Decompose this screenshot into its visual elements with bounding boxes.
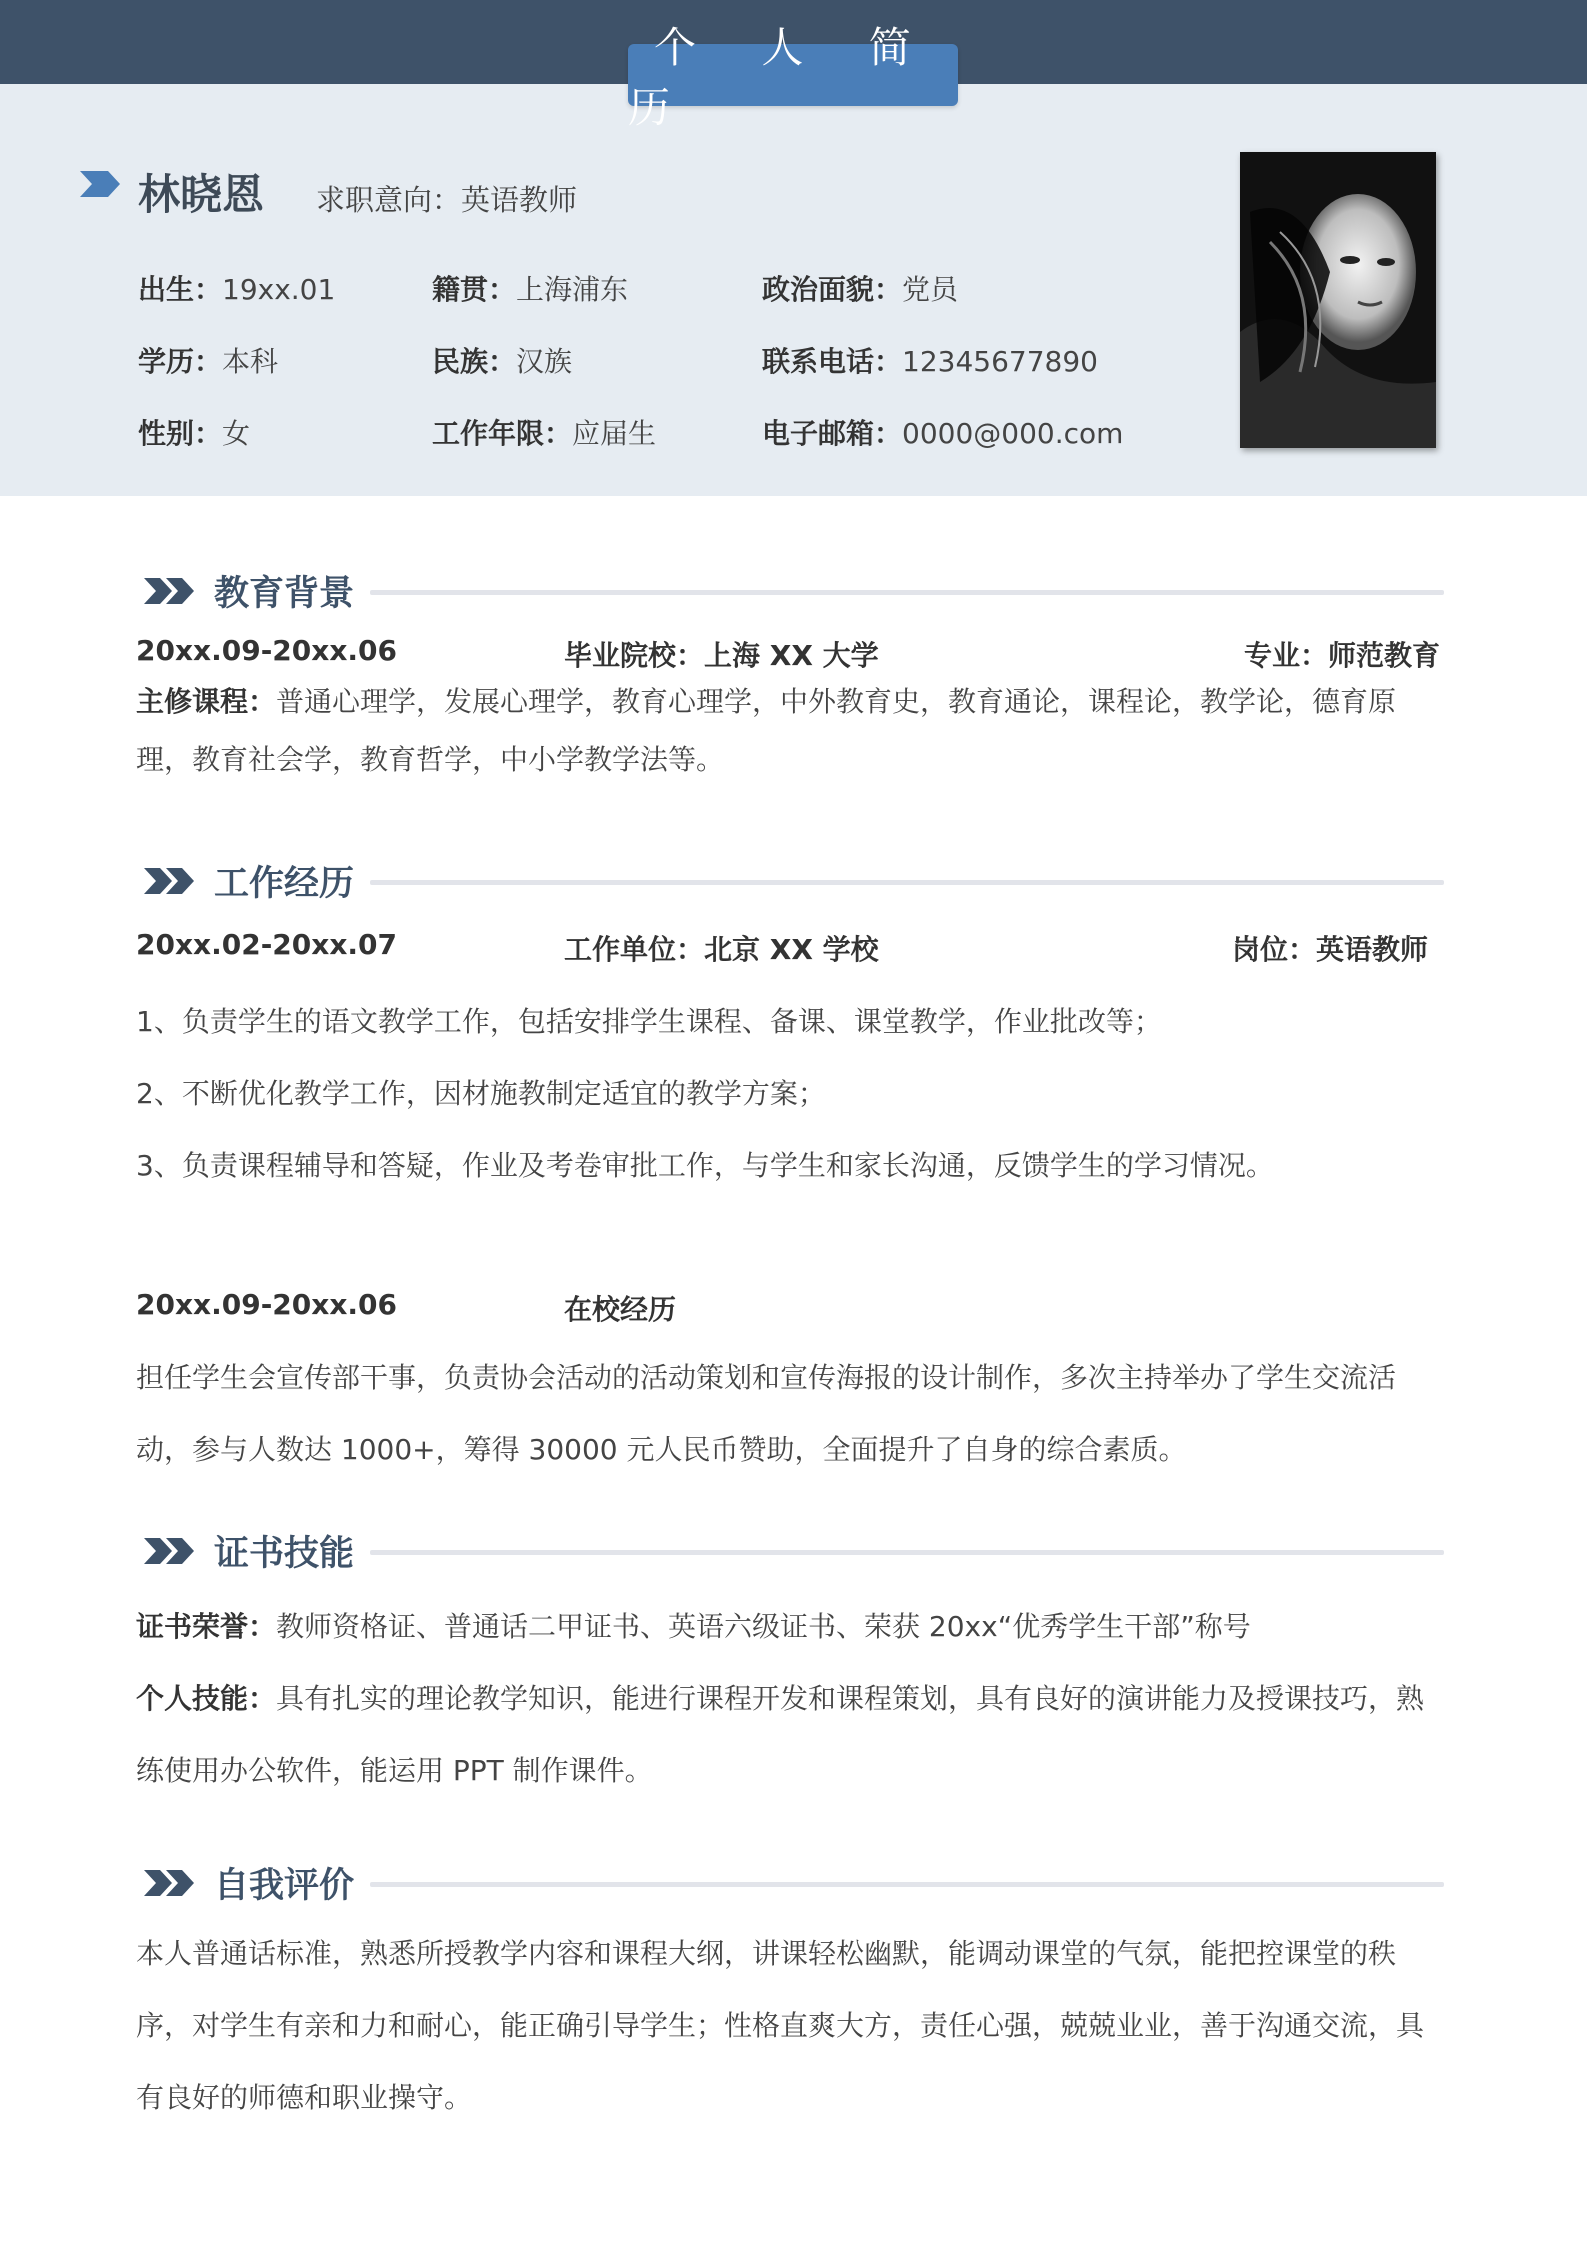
campus-description: 担任学生会宣传部干事，负责协会活动的活动策划和宣传海报的设计制作，多次主持举办了学生交流活动，参与人数达 1000+，筹得 30000 元人民币赞助，全面提升了自身的综合素质。 xyxy=(136,1361,1397,1466)
info-birth: 出生：19xx.01 xyxy=(138,273,336,306)
education-major: 专业：师范教育 xyxy=(1244,639,1441,672)
section-divider xyxy=(370,590,1444,595)
section-title: 自我评价 xyxy=(214,1866,355,1906)
profile-photo xyxy=(1240,152,1436,448)
info-political: 政治面貌：党员 xyxy=(762,273,959,306)
candidate-name: 林晓恩 xyxy=(138,170,265,219)
work-unit: 工作单位：北京 XX 学校 xyxy=(564,933,879,966)
education-period: 20xx.09-20xx.06 xyxy=(136,634,397,667)
double-chevron-icon xyxy=(144,868,196,894)
section-divider xyxy=(370,1550,1444,1555)
double-chevron-icon xyxy=(144,1870,196,1896)
section-divider xyxy=(370,880,1444,885)
section-work xyxy=(144,856,1444,906)
chevron-icon xyxy=(80,171,120,197)
work-duty: 2、不断优化教学工作，因材施教制定适宜的教学方案； xyxy=(136,1077,826,1110)
double-chevron-icon xyxy=(144,1538,196,1564)
info-education: 学历：本科 xyxy=(138,345,279,378)
section-skills xyxy=(144,1526,1444,1576)
info-work-years: 工作年限：应届生 xyxy=(432,417,657,450)
info-gender: 性别：女 xyxy=(138,417,251,450)
work-duty: 1、负责学生的语文教学工作，包括安排学生课程、备课、课堂教学，作业批改等； xyxy=(136,1005,1162,1038)
campus-title: 在校经历 xyxy=(564,1293,677,1326)
work-duty: 3、负责课程辅导和答疑，作业及考卷审批工作，与学生和家长沟通，反馈学生的学习情况。 xyxy=(136,1149,1274,1182)
campus-period: 20xx.09-20xx.06 xyxy=(136,1288,397,1321)
work-position: 岗位：英语教师 xyxy=(1232,933,1429,966)
personal-skills: 个人技能：具有扎实的理论教学知识，能进行课程开发和课程策划，具有良好的演讲能力及授课技巧，熟练使用办公软件，能运用 PPT 制作课件。 xyxy=(136,1682,1425,1787)
job-intent: 求职意向：英语教师 xyxy=(316,183,578,217)
section-divider xyxy=(370,1882,1444,1887)
info-phone: 联系电话：12345677890 xyxy=(762,345,1098,378)
education-school: 毕业院校：上海 XX 大学 xyxy=(564,639,879,672)
education-courses: 主修课程：普通心理学，发展心理学，教育心理学，中外教育史，教育通论，课程论，教学论，德育原理，教育社会学，教育哲学，中小学教学法等。 xyxy=(136,685,1397,776)
section-title: 工作经历 xyxy=(214,864,355,904)
double-chevron-icon xyxy=(144,578,196,604)
section-education xyxy=(144,566,1444,616)
info-email: 电子邮箱：0000@000.com xyxy=(762,417,1124,450)
section-self-eval xyxy=(144,1858,1444,1908)
section-title: 证书技能 xyxy=(214,1534,355,1574)
self-evaluation: 本人普通话标准，熟悉所授教学内容和课程大纲，讲课轻松幽默，能调动课堂的气氛，能把控课堂的秩序，对学生有亲和力和耐心，能正确引导学生；性格直爽大方，责任心强，兢兢业业，善于沟通交流，具有良好的师德和职业操守。 xyxy=(136,1937,1425,2114)
certificates: 证书荣誉：教师资格证、普通话二甲证书、英语六级证书、荣获 20xx“优秀学生干部”称号 xyxy=(136,1610,1251,1643)
page-title: 个 人 简 xyxy=(628,44,958,106)
info-hometown: 籍贯：上海浦东 xyxy=(432,273,629,306)
info-ethnicity: 民族：汉族 xyxy=(432,345,573,378)
work-period: 20xx.02-20xx.07 xyxy=(136,928,397,961)
section-title: 教育背景 xyxy=(214,574,355,614)
